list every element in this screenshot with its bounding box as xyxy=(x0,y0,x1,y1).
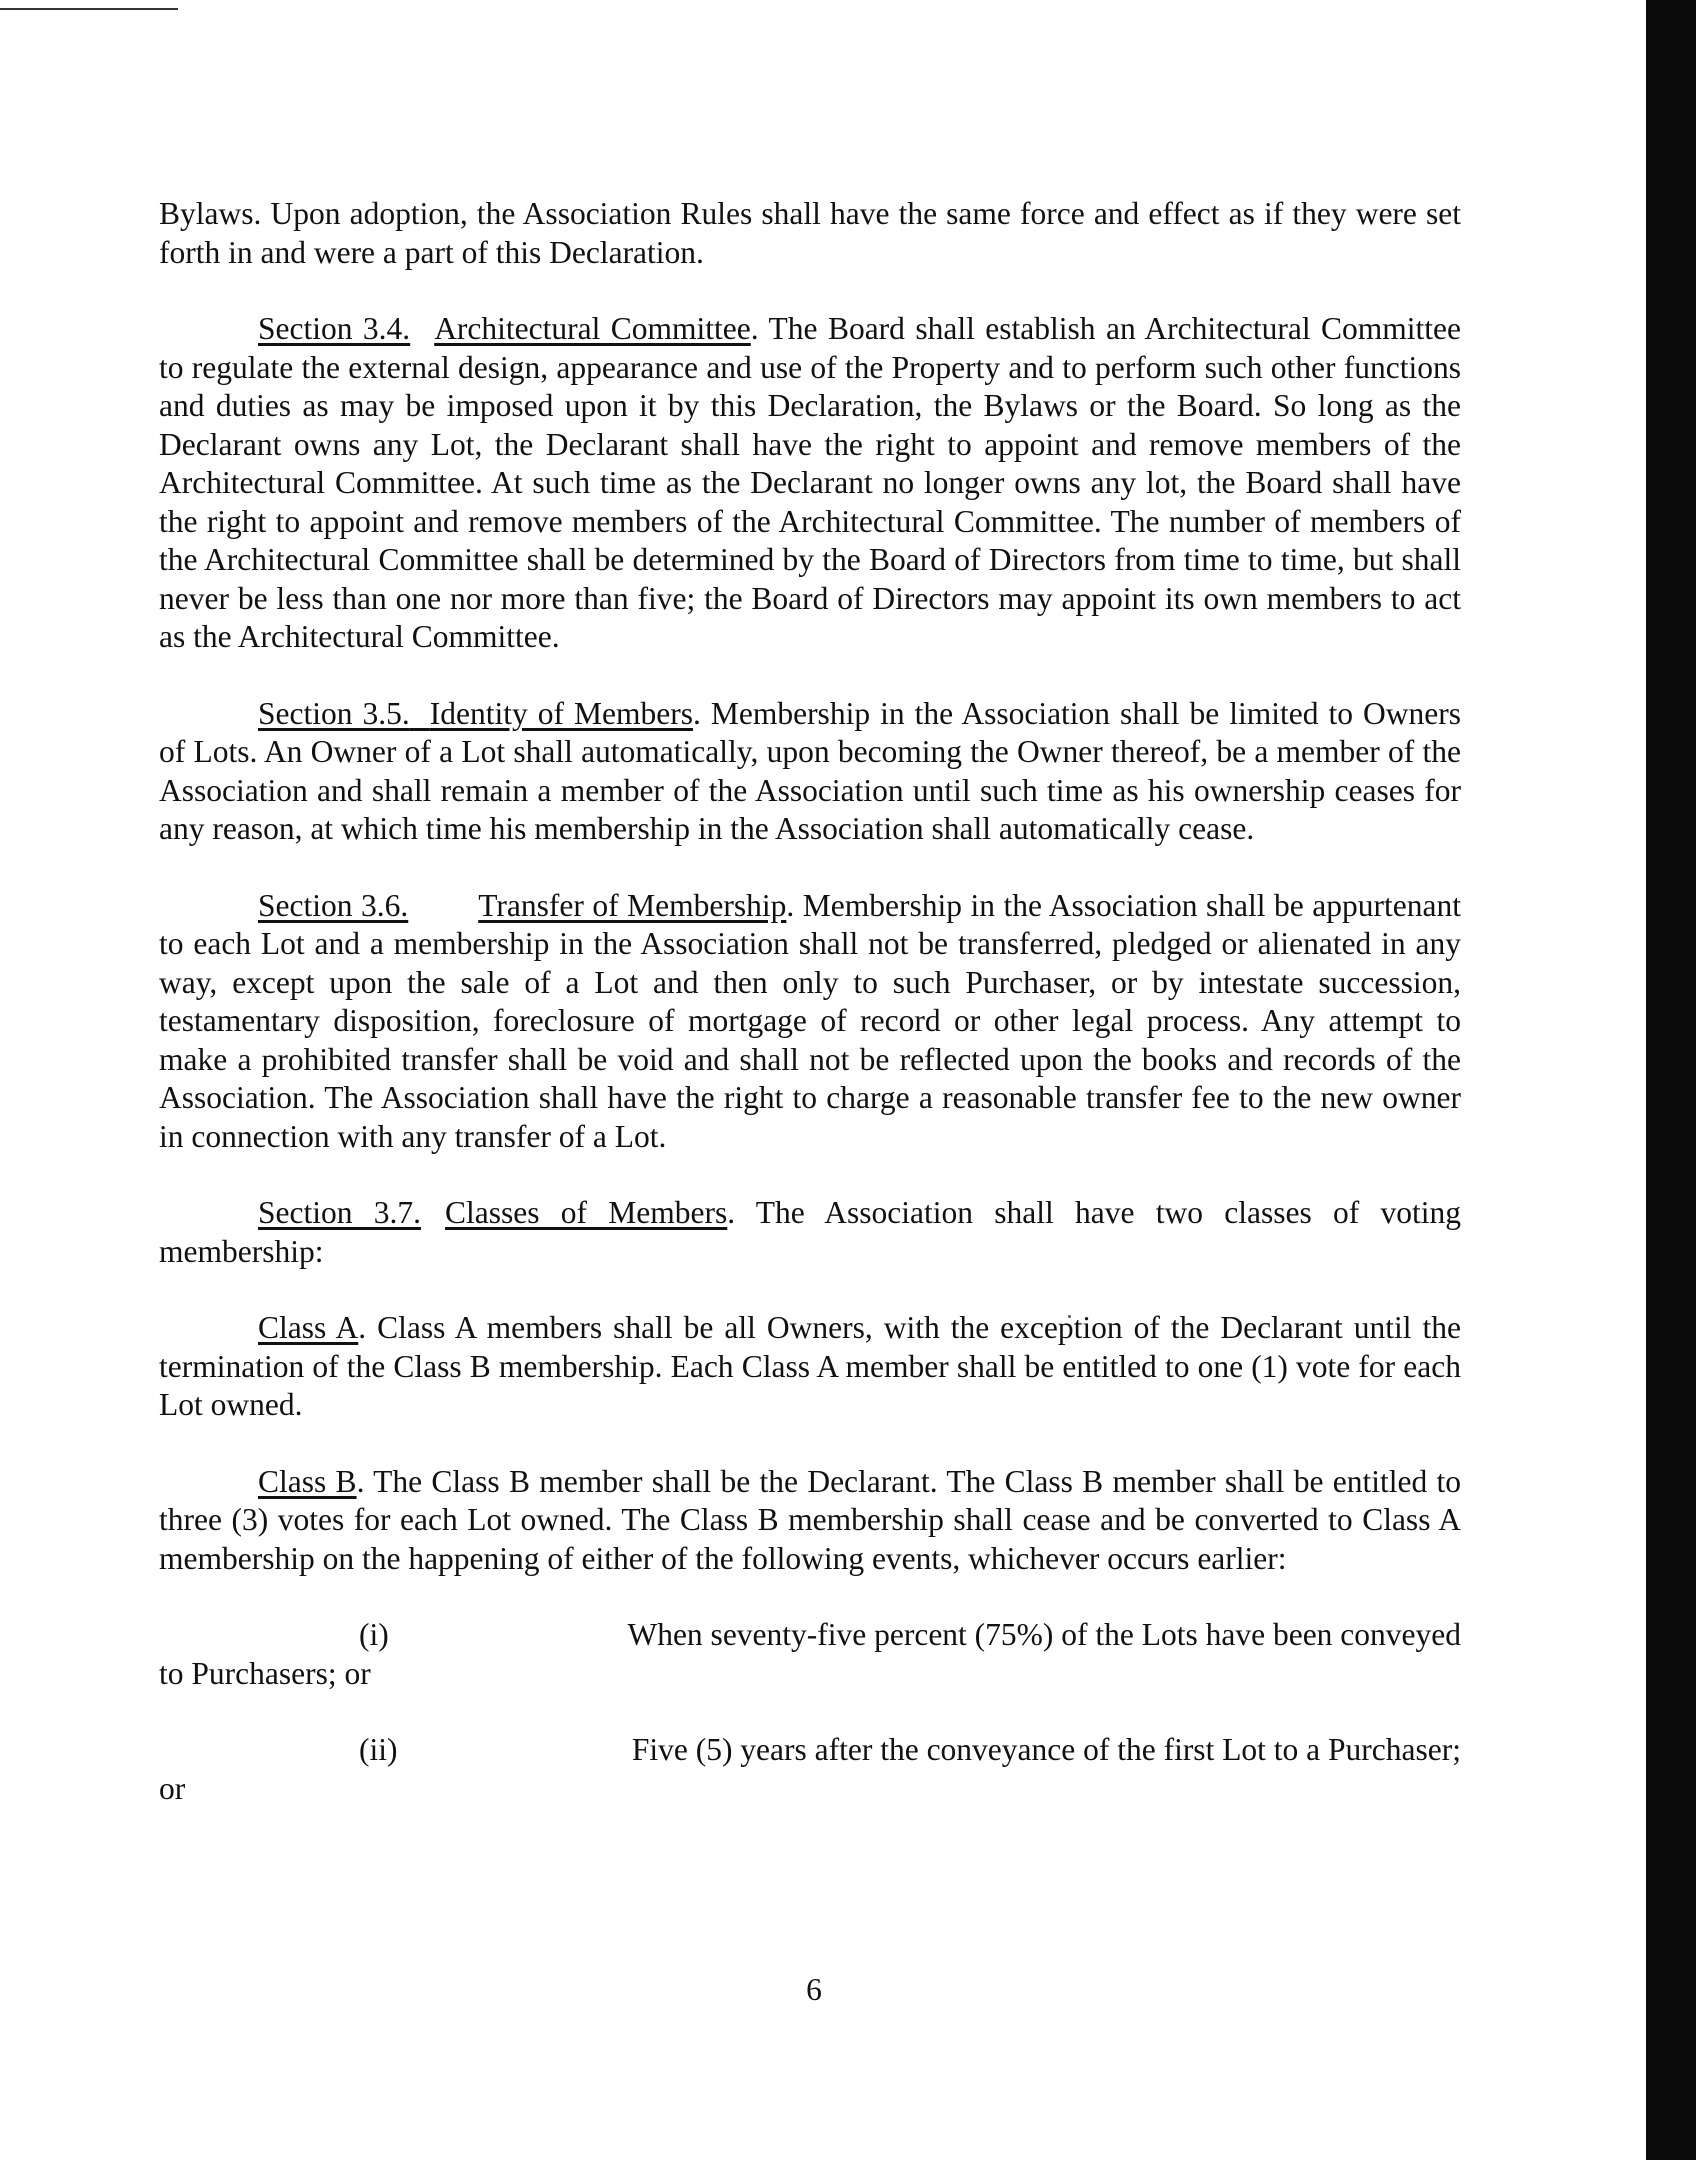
class-b-body: . The Class B member shall be the Declarant. The Class B member shall be entitled to three (3) votes for each Lot owned. The Class B membership shall cease and be converted to Class A membership on the happening of either of the following events, whichever occurs earlier: xyxy=(159,1463,1461,1576)
paragraph-bylaws: Bylaws. Upon adoption, the Association Rules shall have the same force and effect as if they were set forth in and were a part of this Declaration. xyxy=(159,196,1461,270)
class-a-body: . Class A members shall be all Owners, with the exception of the Declarant until the termination of the Class B membership. Each Class A member shall be entitled to one (1) vote for each Lot owned. xyxy=(159,1310,1461,1422)
class-b xyxy=(159,1463,1461,1579)
section-3-4 xyxy=(159,310,1461,657)
list-item-i xyxy=(159,1616,1461,1693)
list-item-ii-continuation: or xyxy=(159,1770,186,1806)
class-b-title: Class B xyxy=(258,1463,357,1499)
section-3-6-title: Transfer of Membership xyxy=(478,887,787,923)
section-3-7 xyxy=(159,1194,1461,1271)
section-3-5-title: Identity of Members xyxy=(429,695,693,731)
section-3-4-heading: Section 3.4. Architectural Committee xyxy=(258,311,751,346)
page-number: 6 xyxy=(806,1972,822,2007)
section-3-7-heading: Section 3.7. Classes of Members xyxy=(258,1195,728,1230)
list-item-ii xyxy=(159,1731,1461,1808)
section-3-5-body: . Membership in the Association shall be limited to Owners of Lots. An Owner of a Lot shall automatically, upon becoming the Owner thereof, be a member of the Association and shall remain a member of the Association until such time as his ownership ceases for any reason, at which time his membership in the Association shall automatically cease. xyxy=(159,695,1462,846)
section-3-7-body: . The Association shall have two classes of voting membership: xyxy=(159,1195,1461,1269)
list-item-ii-number: (ii) xyxy=(359,1732,398,1767)
section-3-5 xyxy=(159,695,1461,849)
section-3-5-heading: Section 3.5. Identity of Members xyxy=(258,695,693,731)
section-3-6-heading: Section 3.6. Transfer of Membership xyxy=(258,887,787,923)
list-item-i-continuation: to Purchasers; or xyxy=(159,1655,371,1691)
list-item-i-text: When seventy-five percent (75%) of the Lots have been conveyed xyxy=(627,1617,1461,1652)
section-3-4-title: Architectural Committee xyxy=(434,311,751,346)
section-3-6-body: . Membership in the Association shall be appurtenant to each Lot and a membership in the Association shall not be transferred, pledged or alienated in any way, except upon the sale of a Lot and then only to such Purchaser, or by intestate succession, testamentary disposition, foreclosure of mortgage of record or other legal process. Any attempt to make a prohibited transfer shall be void and shall not be reflected upon the books and records of the Association. The Association shall have the right to charge a reasonable transfer fee to the new owner in connection with any transfer of a Lot. xyxy=(159,887,1461,1154)
list-item-ii-text: Five (5) years after the conveyance of the first Lot to a Purchaser; xyxy=(631,1732,1461,1767)
list-item-i-number: (i) xyxy=(359,1617,389,1652)
scan-edge xyxy=(1646,0,1696,2160)
document-body xyxy=(159,195,1461,1808)
section-3-7-title: Classes of Members xyxy=(445,1195,728,1230)
section-3-6 xyxy=(159,887,1461,1157)
section-3-4-body: . The Board shall establish an Architectural Committee to regulate the external design, appearance and use of the Property and to perform such other functions and duties as may be imposed upon it by this Declaration, the Bylaws or the Board. So long as the Declarant owns any Lot, the Declarant shall have the right to appoint and remove members of the Architectural Committee. At such time as the Declarant no longer owns any lot, the Board shall have the right to appoint and remove members of the Architectural Committee. The number of members of the Architectural Committee shall be determined by the Board of Directors from time to time, but shall never be less than one nor more than five; the Board of Directors may appoint its own members to act as the Architectural Committee. xyxy=(159,311,1462,654)
class-a-title: Class A xyxy=(258,1310,359,1345)
scan-mark xyxy=(0,8,178,10)
class-a xyxy=(159,1309,1461,1425)
